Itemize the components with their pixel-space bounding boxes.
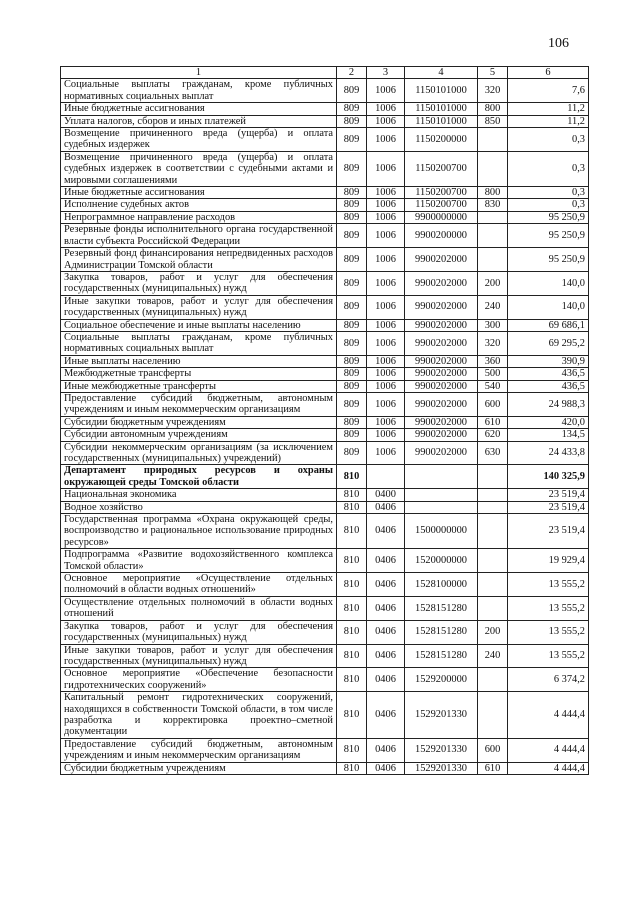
row-value-cell: 9900200000 [405,224,478,248]
row-value-cell: 0406 [367,573,405,597]
row-value-cell: 240 [478,644,508,668]
table-row [61,596,589,620]
row-value-cell: 436,5 [508,368,589,380]
row-value-cell: 9900202000 [405,416,478,428]
row-name-cell: Предоставление субсидий бюджетным, автономным учреждениям и иным некоммерческим организациям [61,392,337,416]
row-value-cell [478,668,508,692]
row-value-cell: 24 988,3 [508,392,589,416]
row-value-cell: 809 [337,271,367,295]
row-value-cell: 240 [478,295,508,319]
table-row [61,692,589,739]
table-body [61,79,589,775]
row-value-cell: 360 [478,355,508,367]
table-row [61,355,589,367]
row-value-cell: 0406 [367,596,405,620]
row-value-cell: 809 [337,103,367,115]
row-value-cell: 0400 [367,489,405,501]
table-row [61,762,589,774]
table-row [61,514,589,549]
row-value-cell: 9900202000 [405,368,478,380]
row-value-cell: 420,0 [508,416,589,428]
table-row [61,429,589,441]
row-value-cell: 134,5 [508,429,589,441]
row-name-cell: Предоставление субсидий бюджетным, автономным учреждениям и иным некоммерческим организациям [61,738,337,762]
row-value-cell: 1006 [367,441,405,465]
row-value-cell: 0,3 [508,128,589,152]
row-value-cell: 0406 [367,762,405,774]
row-value-cell: 810 [337,596,367,620]
row-value-cell: 9900202000 [405,271,478,295]
row-name-cell: Субсидии автономным учреждениям [61,429,337,441]
table-row [61,331,589,355]
row-value-cell: 809 [337,331,367,355]
row-value-cell [478,151,508,186]
row-value-cell: 23 519,4 [508,501,589,513]
row-value-cell: 95 250,9 [508,224,589,248]
row-value-cell: 850 [478,115,508,127]
row-name-cell: Закупка товаров, работ и услуг для обеспечения государственных (муниципальных) нужд [61,271,337,295]
row-name-cell: Государственная программа «Охрана окружающей среды, воспроизводство и рациональное использование природных ресурсов» [61,514,337,549]
row-name-cell: Исполнение судебных актов [61,199,337,211]
row-value-cell: 1006 [367,211,405,223]
row-value-cell: 4 444,4 [508,762,589,774]
row-value-cell: 13 555,2 [508,620,589,644]
row-value-cell: 1006 [367,248,405,272]
row-value-cell [478,596,508,620]
row-value-cell: 610 [478,762,508,774]
row-value-cell [478,514,508,549]
row-name-cell: Социальные выплаты гражданам, кроме публичных нормативных социальных выплат [61,79,337,103]
row-value-cell [405,489,478,501]
row-value-cell: 23 519,4 [508,489,589,501]
row-value-cell: 1006 [367,115,405,127]
row-value-cell: 1520000000 [405,549,478,573]
row-value-cell: 9900202000 [405,392,478,416]
row-value-cell: 810 [337,668,367,692]
row-name-cell: Иные бюджетные ассигнования [61,187,337,199]
row-value-cell: 1006 [367,79,405,103]
row-value-cell: 1528151280 [405,620,478,644]
row-value-cell: 4 444,4 [508,738,589,762]
table-row [61,368,589,380]
row-value-cell: 6 374,2 [508,668,589,692]
row-value-cell: 809 [337,392,367,416]
row-value-cell: 9900202000 [405,295,478,319]
row-value-cell: 23 519,4 [508,514,589,549]
row-value-cell: 1006 [367,355,405,367]
row-name-cell: Резервный фонд финансирования непредвиденных расходов Администрации Томской области [61,248,337,272]
row-value-cell: 809 [337,416,367,428]
row-value-cell [478,128,508,152]
table-row [61,187,589,199]
row-value-cell: 1529201330 [405,762,478,774]
row-value-cell: 809 [337,368,367,380]
row-value-cell: 4 444,4 [508,692,589,739]
table-row [61,380,589,392]
row-value-cell [478,211,508,223]
row-value-cell: 320 [478,331,508,355]
row-value-cell: 809 [337,248,367,272]
row-value-cell: 810 [337,573,367,597]
page-number: 106 [548,36,569,51]
header-cell: 3 [367,67,405,79]
row-value-cell: 140,0 [508,295,589,319]
row-value-cell: 140,0 [508,271,589,295]
table-row [61,392,589,416]
row-value-cell: 809 [337,380,367,392]
row-name-cell: Департамент природных ресурсов и охраны окружающей среды Томской области [61,465,337,489]
row-value-cell: 200 [478,620,508,644]
row-value-cell: 540 [478,380,508,392]
row-value-cell: 1529201330 [405,738,478,762]
row-value-cell [478,573,508,597]
row-value-cell: 1006 [367,331,405,355]
row-name-cell: Иные выплаты населению [61,355,337,367]
row-value-cell: 809 [337,295,367,319]
row-value-cell: 9900202000 [405,355,478,367]
table-row [61,668,589,692]
row-value-cell: 0406 [367,692,405,739]
row-value-cell: 13 555,2 [508,644,589,668]
row-value-cell: 0406 [367,620,405,644]
row-value-cell [478,549,508,573]
row-value-cell: 1006 [367,429,405,441]
row-value-cell: 810 [337,620,367,644]
row-value-cell: 1150101000 [405,115,478,127]
row-value-cell: 1500000000 [405,514,478,549]
table-row [61,295,589,319]
row-value-cell: 810 [337,644,367,668]
row-value-cell: 69 686,1 [508,319,589,331]
row-value-cell: 1006 [367,271,405,295]
row-name-cell: Иные межбюджетные трансферты [61,380,337,392]
row-name-cell: Основное мероприятие «Обеспечение безопасности гидротехнических сооружений» [61,668,337,692]
row-value-cell: 69 295,2 [508,331,589,355]
row-value-cell: 1150200700 [405,151,478,186]
row-value-cell: 1006 [367,224,405,248]
row-value-cell: 809 [337,79,367,103]
table-row [61,199,589,211]
table-row [61,151,589,186]
row-name-cell: Основное мероприятие «Осуществление отдельных полномочий в области водных отношений» [61,573,337,597]
row-value-cell: 810 [337,501,367,513]
header-cell: 4 [405,67,478,79]
row-value-cell: 1006 [367,128,405,152]
row-name-cell: Субсидии некоммерческим организациям (за исключением государственных (муниципальных) учреждений) [61,441,337,465]
table-row [61,319,589,331]
row-value-cell: 800 [478,187,508,199]
row-value-cell: 1150200000 [405,128,478,152]
row-value-cell [478,224,508,248]
row-value-cell: 9900202000 [405,429,478,441]
row-value-cell: 0406 [367,501,405,513]
row-value-cell: 13 555,2 [508,573,589,597]
table-row [61,738,589,762]
row-name-cell: Закупка товаров, работ и услуг для обеспечения государственных (муниципальных) нужд [61,620,337,644]
row-value-cell [478,465,508,489]
row-value-cell: 830 [478,199,508,211]
row-value-cell: 1006 [367,392,405,416]
table-row [61,465,589,489]
row-value-cell: 800 [478,103,508,115]
row-value-cell: 809 [337,224,367,248]
row-value-cell: 809 [337,151,367,186]
row-value-cell: 1006 [367,151,405,186]
table-row [61,211,589,223]
row-value-cell: 1006 [367,295,405,319]
row-value-cell: 200 [478,271,508,295]
row-name-cell: Резервные фонды исполнительного органа государственной власти субъекта Российской Федерации [61,224,337,248]
row-value-cell [478,692,508,739]
row-value-cell: 620 [478,429,508,441]
row-value-cell: 320 [478,79,508,103]
row-value-cell: 1529201330 [405,692,478,739]
budget-table [60,66,589,775]
row-value-cell: 809 [337,115,367,127]
row-value-cell: 1150101000 [405,103,478,115]
header-cell: 1 [61,67,337,79]
row-value-cell [478,489,508,501]
row-value-cell: 95 250,9 [508,248,589,272]
header-cell: 5 [478,67,508,79]
row-value-cell: 0406 [367,644,405,668]
row-value-cell: 630 [478,441,508,465]
table-row [61,248,589,272]
row-value-cell: 1006 [367,187,405,199]
table-row [61,79,589,103]
row-value-cell: 600 [478,392,508,416]
row-value-cell: 1006 [367,103,405,115]
row-value-cell: 0406 [367,514,405,549]
row-name-cell: Непрограммное направление расходов [61,211,337,223]
row-value-cell: 600 [478,738,508,762]
table-row [61,573,589,597]
row-value-cell [405,501,478,513]
table-row [61,441,589,465]
row-value-cell: 1528100000 [405,573,478,597]
table-row [61,416,589,428]
row-value-cell: 810 [337,738,367,762]
table-row [61,489,589,501]
row-value-cell: 809 [337,429,367,441]
row-value-cell: 9900202000 [405,248,478,272]
row-name-cell: Возмещение причиненного вреда (ущерба) и оплата судебных издержек [61,128,337,152]
row-value-cell [367,465,405,489]
row-value-cell: 809 [337,211,367,223]
row-name-cell: Иные бюджетные ассигнования [61,103,337,115]
row-name-cell: Возмещение причиненного вреда (ущерба) и оплата судебных издержек в соответствии с судебными актами и мировыми соглашениями [61,151,337,186]
row-value-cell: 0,3 [508,151,589,186]
table-row [61,103,589,115]
row-value-cell: 809 [337,199,367,211]
table-row [61,644,589,668]
row-value-cell: 9900202000 [405,331,478,355]
row-value-cell: 9900202000 [405,441,478,465]
row-value-cell: 7,6 [508,79,589,103]
row-name-cell: Иные закупки товаров, работ и услуг для обеспечения государственных (муниципальных) нужд [61,644,337,668]
table-row [61,115,589,127]
row-value-cell: 809 [337,355,367,367]
row-name-cell: Межбюджетные трансферты [61,368,337,380]
row-value-cell: 1150200700 [405,199,478,211]
table-row [61,128,589,152]
row-value-cell: 810 [337,514,367,549]
row-value-cell: 0406 [367,738,405,762]
row-value-cell: 1150101000 [405,79,478,103]
row-name-cell: Водное хозяйство [61,501,337,513]
row-value-cell: 11,2 [508,103,589,115]
row-value-cell: 0406 [367,549,405,573]
row-value-cell [478,248,508,272]
row-value-cell: 810 [337,465,367,489]
row-value-cell: 1006 [367,319,405,331]
row-name-cell: Уплата налогов, сборов и иных платежей [61,115,337,127]
row-name-cell: Социальные выплаты гражданам, кроме публичных нормативных социальных выплат [61,331,337,355]
row-value-cell [405,465,478,489]
row-value-cell: 9900202000 [405,319,478,331]
header-cell: 6 [508,67,589,79]
row-name-cell: Капитальный ремонт гидротехнических сооружений, находящихся в собственности Томской области, в том числе разработка и корректировка проектно–сметной документации [61,692,337,739]
row-value-cell: 11,2 [508,115,589,127]
row-value-cell: 436,5 [508,380,589,392]
row-value-cell: 0406 [367,668,405,692]
row-value-cell: 1528151280 [405,644,478,668]
row-value-cell: 1006 [367,380,405,392]
table-row [61,501,589,513]
row-value-cell: 810 [337,692,367,739]
table-row [61,224,589,248]
row-value-cell: 9900000000 [405,211,478,223]
row-value-cell: 140 325,9 [508,465,589,489]
row-value-cell: 610 [478,416,508,428]
row-name-cell: Национальная экономика [61,489,337,501]
row-value-cell: 1006 [367,199,405,211]
table-row [61,271,589,295]
row-value-cell: 1150200700 [405,187,478,199]
row-value-cell: 0,3 [508,199,589,211]
row-value-cell: 0,3 [508,187,589,199]
row-value-cell: 95 250,9 [508,211,589,223]
row-value-cell: 24 433,8 [508,441,589,465]
row-value-cell: 1528151280 [405,596,478,620]
header-cell: 2 [337,67,367,79]
row-value-cell: 809 [337,441,367,465]
row-value-cell: 390,9 [508,355,589,367]
row-value-cell: 9900202000 [405,380,478,392]
header-row [61,67,589,79]
row-value-cell [478,501,508,513]
row-value-cell: 809 [337,128,367,152]
row-value-cell: 810 [337,489,367,501]
row-value-cell: 1006 [367,368,405,380]
row-name-cell: Осуществление отдельных полномочий в области водных отношений [61,596,337,620]
row-name-cell: Субсидии бюджетным учреждениям [61,416,337,428]
row-value-cell: 809 [337,187,367,199]
row-name-cell: Субсидии бюджетным учреждениям [61,762,337,774]
row-value-cell: 810 [337,549,367,573]
row-value-cell: 500 [478,368,508,380]
row-name-cell: Подпрограмма «Развитие водохозяйственного комплекса Томской области» [61,549,337,573]
row-value-cell: 810 [337,762,367,774]
row-value-cell: 1529200000 [405,668,478,692]
row-value-cell: 19 929,4 [508,549,589,573]
row-value-cell: 809 [337,319,367,331]
row-name-cell: Социальное обеспечение и иные выплаты населению [61,319,337,331]
table-row [61,620,589,644]
table-row [61,549,589,573]
row-value-cell: 13 555,2 [508,596,589,620]
row-value-cell: 300 [478,319,508,331]
row-name-cell: Иные закупки товаров, работ и услуг для обеспечения государственных (муниципальных) нужд [61,295,337,319]
row-value-cell: 1006 [367,416,405,428]
